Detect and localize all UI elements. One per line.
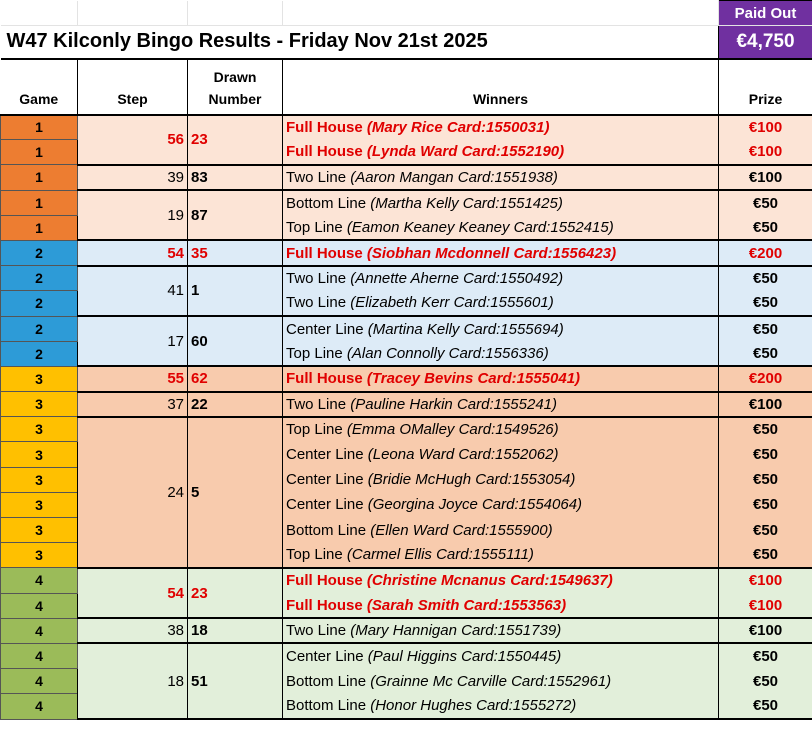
winner-name: (Carmel Ellis Card:1555111) xyxy=(346,546,534,564)
table-row xyxy=(1,568,812,593)
winner-name: (Honor Hughes Card:1555272) xyxy=(370,697,577,715)
drawn-number-cell: 1 xyxy=(188,266,283,316)
page-title: W47 Kilconly Bingo Results - Friday Nov 21st 2025 xyxy=(1,26,719,59)
game-cell: 4 xyxy=(1,593,78,618)
winner-name: (Mary Rice Card:1550031) xyxy=(366,119,550,137)
winner-name: (Martina Kelly Card:1555694) xyxy=(367,320,564,338)
step-cell: 41 xyxy=(78,266,188,316)
winner-name-text: Mary Hannigan Card:1551739 xyxy=(355,622,557,640)
game-cell: 1 xyxy=(1,215,78,240)
winner-cell xyxy=(283,568,719,593)
step-cell: 38 xyxy=(78,618,188,643)
winner-type: Two Line xyxy=(286,270,347,288)
step-cell: 54 xyxy=(78,240,188,265)
prize-cell: €50 xyxy=(719,694,812,719)
prize-cell: €50 xyxy=(719,669,812,694)
winner-type: Bottom Line xyxy=(286,672,367,690)
game-cell: 1 xyxy=(1,190,78,215)
winner-type: Full House xyxy=(286,119,363,137)
winner-name-text: Siobhan Mcdonnell Card:1556423 xyxy=(371,244,612,262)
prize-cell: €50 xyxy=(719,316,812,341)
game-cell: 4 xyxy=(1,618,78,643)
prize-cell: €50 xyxy=(719,291,812,316)
header-row xyxy=(1,59,812,115)
game-cell: 3 xyxy=(1,467,78,492)
winner-name-text: Lynda Ward Card:1552190 xyxy=(371,143,560,161)
winner-type: Full House xyxy=(286,143,363,161)
table-row xyxy=(1,190,812,215)
drawn-number-cell: 62 xyxy=(188,366,283,391)
winner-type: Bottom Line xyxy=(286,521,367,539)
winner-cell xyxy=(283,140,719,165)
winner-cell xyxy=(283,240,719,265)
winner-cell xyxy=(283,190,719,215)
drawn-number-cell: 23 xyxy=(188,568,283,618)
prize-cell: €50 xyxy=(719,215,812,240)
game-cell: 2 xyxy=(1,291,78,316)
winner-name-text: Mary Rice Card:1550031 xyxy=(371,119,545,137)
winner-name: (Elizabeth Kerr Card:1555601) xyxy=(350,294,554,312)
game-cell: 4 xyxy=(1,669,78,694)
prize-cell: €50 xyxy=(719,190,812,215)
step-cell: 54 xyxy=(78,568,188,618)
winner-cell xyxy=(283,543,719,568)
header-game: Game xyxy=(1,59,78,115)
winner-name: (Ellen Ward Card:1555900) xyxy=(370,521,553,539)
winner-name: (Siobhan Mcdonnell Card:1556423) xyxy=(366,244,617,262)
prize-cell: €200 xyxy=(719,240,812,265)
winner-cell xyxy=(283,643,719,668)
prize-cell: €50 xyxy=(719,266,812,291)
winner-cell xyxy=(283,492,719,517)
prize-cell: €50 xyxy=(719,543,812,568)
game-cell: 1 xyxy=(1,115,78,140)
step-cell: 55 xyxy=(78,366,188,391)
table-row xyxy=(1,417,812,442)
header-prize: Prize xyxy=(719,59,812,115)
table-row xyxy=(1,643,812,668)
winner-type: Center Line xyxy=(286,496,364,514)
winner-name-text: Carmel Ellis Card:1555111 xyxy=(351,546,529,564)
winner-name: (Georgina Joyce Card:1554064) xyxy=(367,496,583,514)
prize-cell: €100 xyxy=(719,392,812,417)
winner-name: (Aaron Mangan Card:1551938) xyxy=(350,168,558,186)
winner-cell xyxy=(283,392,719,417)
winner-type: Full House xyxy=(286,370,363,388)
winner-name-text: Ellen Ward Card:1555900 xyxy=(375,521,548,539)
prize-cell: €50 xyxy=(719,643,812,668)
winner-name-text: Martina Kelly Card:1555694 xyxy=(372,320,559,338)
winner-cell xyxy=(283,366,719,391)
winner-name: (Lynda Ward Card:1552190) xyxy=(366,143,565,161)
winner-type: Bottom Line xyxy=(286,697,367,715)
game-cell: 1 xyxy=(1,165,78,190)
winner-name-text: Emma OMalley Card:1549526 xyxy=(351,421,554,439)
winner-cell xyxy=(283,694,719,719)
winner-cell xyxy=(283,669,719,694)
prize-cell: €50 xyxy=(719,442,812,467)
winner-name-text: Georgina Joyce Card:1554064 xyxy=(372,496,578,514)
winner-type: Center Line xyxy=(286,648,364,666)
winner-cell xyxy=(283,618,719,643)
game-cell: 3 xyxy=(1,543,78,568)
winner-name: (Leona Ward Card:1552062) xyxy=(367,446,559,464)
step-cell: 19 xyxy=(78,190,188,240)
prize-cell: €50 xyxy=(719,341,812,366)
drawn-number-cell: 51 xyxy=(188,643,283,719)
winner-name-text: Pauline Harkin Card:1555241 xyxy=(355,395,553,413)
winner-type: Top Line xyxy=(286,218,343,236)
prize-cell: €100 xyxy=(719,165,812,190)
table-row xyxy=(1,266,812,291)
game-cell: 3 xyxy=(1,518,78,543)
winner-type: Top Line xyxy=(286,421,343,439)
table-row xyxy=(1,618,812,643)
winner-name-text: Alan Connolly Card:1556336 xyxy=(351,344,544,362)
winner-name: (Pauline Harkin Card:1555241) xyxy=(350,395,558,413)
winner-name: (Paul Higgins Card:1550445) xyxy=(367,648,562,666)
step-cell: 39 xyxy=(78,165,188,190)
winner-type: Center Line xyxy=(286,446,364,464)
winner-name: (Grainne Mc Carville Card:1552961) xyxy=(370,672,612,690)
winner-type: Center Line xyxy=(286,471,364,489)
winner-cell xyxy=(283,165,719,190)
winner-name: (Martha Kelly Card:1551425) xyxy=(370,194,563,212)
table-row xyxy=(1,366,812,391)
game-cell: 4 xyxy=(1,643,78,668)
prize-cell: €50 xyxy=(719,492,812,517)
step-cell: 37 xyxy=(78,392,188,417)
game-cell: 4 xyxy=(1,694,78,719)
winner-type: Top Line xyxy=(286,344,343,362)
game-cell: 2 xyxy=(1,316,78,341)
winner-cell xyxy=(283,316,719,341)
prize-cell: €50 xyxy=(719,417,812,442)
winner-name-text: Bridie McHugh Card:1553054 xyxy=(372,471,571,489)
winner-cell xyxy=(283,215,719,240)
table-row xyxy=(1,240,812,265)
game-cell: 1 xyxy=(1,140,78,165)
step-cell: 17 xyxy=(78,316,188,366)
game-cell: 3 xyxy=(1,417,78,442)
prize-cell: €50 xyxy=(719,518,812,543)
winner-name-text: Sarah Smith Card:1553563 xyxy=(371,596,562,614)
winner-name-text: Martha Kelly Card:1551425 xyxy=(375,194,558,212)
drawn-number-cell: 18 xyxy=(188,618,283,643)
paid-out-value: €4,750 xyxy=(719,26,812,59)
winner-name-text: Annette Aherne Card:1550492 xyxy=(355,270,559,288)
prize-cell: €100 xyxy=(719,568,812,593)
game-cell: 3 xyxy=(1,492,78,517)
winner-cell xyxy=(283,115,719,140)
winner-type: Two Line xyxy=(286,168,347,186)
game-cell: 3 xyxy=(1,392,78,417)
winner-cell xyxy=(283,518,719,543)
winner-name: (Christine Mcnanus Card:1549637) xyxy=(366,572,613,590)
step-cell: 24 xyxy=(78,417,188,568)
table-row xyxy=(1,316,812,341)
winner-name: (Bridie McHugh Card:1553054) xyxy=(367,471,576,489)
game-cell: 2 xyxy=(1,341,78,366)
winner-name-text: Tracey Bevins Card:1555041 xyxy=(371,370,576,388)
drawn-number-cell: 83 xyxy=(188,165,283,190)
winner-type: Two Line xyxy=(286,294,347,312)
drawn-number-cell: 60 xyxy=(188,316,283,366)
winner-name: (Eamon Keaney Keaney Card:1552415) xyxy=(346,218,614,236)
drawn-number-cell: 5 xyxy=(188,417,283,568)
game-cell: 4 xyxy=(1,568,78,593)
step-cell: 18 xyxy=(78,643,188,719)
winner-name-text: Leona Ward Card:1552062 xyxy=(372,446,554,464)
drawn-number-cell: 35 xyxy=(188,240,283,265)
drawn-number-cell: 87 xyxy=(188,190,283,240)
winner-name: (Mary Hannigan Card:1551739) xyxy=(350,622,562,640)
prize-cell: €100 xyxy=(719,618,812,643)
game-cell: 3 xyxy=(1,366,78,391)
header-step: Step xyxy=(78,59,188,115)
prize-cell: €100 xyxy=(719,593,812,618)
winner-name-text: Honor Hughes Card:1555272 xyxy=(375,697,572,715)
paid-out-label: Paid Out xyxy=(719,1,812,26)
table-row xyxy=(1,165,812,190)
winner-name: (Annette Aherne Card:1550492) xyxy=(350,270,564,288)
drawn-number-cell: 22 xyxy=(188,392,283,417)
game-cell: 2 xyxy=(1,266,78,291)
winner-name-text: Christine Mcnanus Card:1549637 xyxy=(371,572,608,590)
winner-type: Two Line xyxy=(286,395,347,413)
winner-name-text: Paul Higgins Card:1550445 xyxy=(372,648,557,666)
winner-type: Full House xyxy=(286,244,363,262)
step-cell: 56 xyxy=(78,115,188,165)
prize-cell: €200 xyxy=(719,366,812,391)
winner-type: Two Line xyxy=(286,622,347,640)
winner-name-text: Eamon Keaney Keaney Card:1552415 xyxy=(351,218,609,236)
winner-name: (Emma OMalley Card:1549526) xyxy=(346,421,559,439)
game-cell: 3 xyxy=(1,442,78,467)
winner-name: (Alan Connolly Card:1556336) xyxy=(346,344,549,362)
winner-name-text: Grainne Mc Carville Card:1552961 xyxy=(375,672,607,690)
prize-cell: €50 xyxy=(719,467,812,492)
winner-cell xyxy=(283,593,719,618)
table-row xyxy=(1,115,812,140)
winner-cell xyxy=(283,291,719,316)
winner-type: Top Line xyxy=(286,546,343,564)
winner-cell xyxy=(283,467,719,492)
winner-cell xyxy=(283,266,719,291)
winner-name: (Tracey Bevins Card:1555041) xyxy=(366,370,581,388)
drawn-number-cell: 23 xyxy=(188,115,283,165)
winner-type: Center Line xyxy=(286,320,364,338)
winner-name: (Sarah Smith Card:1553563) xyxy=(366,596,567,614)
winner-type: Full House xyxy=(286,572,363,590)
winner-cell xyxy=(283,442,719,467)
prize-cell: €100 xyxy=(719,115,812,140)
game-cell: 2 xyxy=(1,240,78,265)
winner-name-text: Aaron Mangan Card:1551938 xyxy=(355,168,553,186)
header-winners: Winners xyxy=(283,59,719,115)
prize-cell: €100 xyxy=(719,140,812,165)
header-drawn: Drawn Number xyxy=(188,59,283,115)
winner-cell xyxy=(283,341,719,366)
table-row xyxy=(1,392,812,417)
winner-cell xyxy=(283,417,719,442)
winner-name-text: Elizabeth Kerr Card:1555601 xyxy=(355,294,549,312)
winner-type: Full House xyxy=(286,596,363,614)
winner-type: Bottom Line xyxy=(286,194,367,212)
